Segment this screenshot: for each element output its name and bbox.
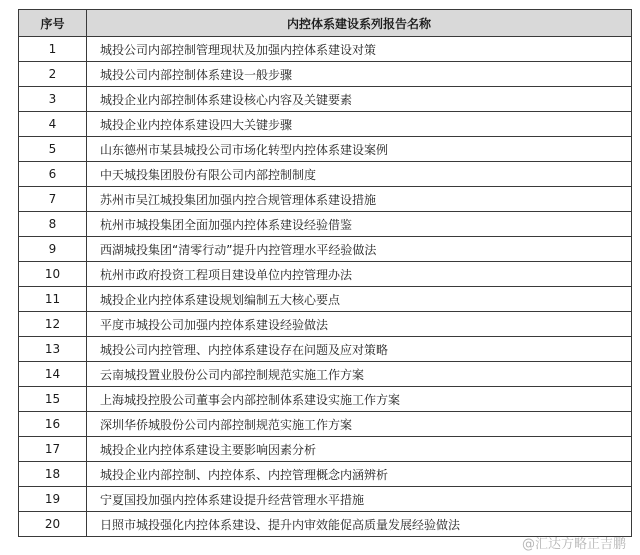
table-row	[19, 137, 632, 162]
report-name: 云南城投置业股份公司内部控制规范实施工作方案	[87, 362, 632, 387]
table-body	[19, 37, 632, 537]
report-name: 日照市城投强化内控体系建设、提升内审效能促高质量发展经验做法	[87, 512, 632, 537]
row-number: 6	[19, 162, 87, 187]
row-number: 20	[19, 512, 87, 537]
row-number: 4	[19, 112, 87, 137]
report-table-container	[18, 9, 631, 537]
table-row	[19, 237, 632, 262]
table-row	[19, 462, 632, 487]
report-name: 山东德州市某县城投公司市场化转型内控体系建设案例	[87, 137, 632, 162]
row-number: 9	[19, 237, 87, 262]
table-row	[19, 387, 632, 412]
table-row	[19, 112, 632, 137]
row-number: 2	[19, 62, 87, 87]
report-name: 杭州市政府投资工程项目建设单位内控管理办法	[87, 262, 632, 287]
row-number: 13	[19, 337, 87, 362]
row-number: 17	[19, 437, 87, 462]
row-number: 5	[19, 137, 87, 162]
row-number: 18	[19, 462, 87, 487]
row-number: 12	[19, 312, 87, 337]
row-number: 1	[19, 37, 87, 62]
row-number: 14	[19, 362, 87, 387]
header-name: 内控体系建设系列报告名称	[87, 10, 632, 37]
report-name: 城投企业内控体系建设主要影响因素分析	[87, 437, 632, 462]
table-row	[19, 262, 632, 287]
table-header-row	[19, 10, 632, 37]
report-table	[18, 9, 632, 537]
header-no: 序号	[19, 10, 87, 37]
table-row	[19, 162, 632, 187]
report-name: 中天城投集团股份有限公司内部控制制度	[87, 162, 632, 187]
table-row	[19, 337, 632, 362]
row-number: 7	[19, 187, 87, 212]
report-name: 平度市城投公司加强内控体系建设经验做法	[87, 312, 632, 337]
table-row	[19, 487, 632, 512]
report-name: 城投公司内部控制体系建设一般步骤	[87, 62, 632, 87]
table-row	[19, 37, 632, 62]
report-name: 城投公司内部控制管理现状及加强内控体系建设对策	[87, 37, 632, 62]
row-number: 19	[19, 487, 87, 512]
table-row	[19, 287, 632, 312]
report-name: 城投企业内部控制、内控体系、内控管理概念内涵辨析	[87, 462, 632, 487]
table-row	[19, 437, 632, 462]
row-number: 15	[19, 387, 87, 412]
table-row	[19, 87, 632, 112]
table-row	[19, 362, 632, 387]
report-name: 深圳华侨城股份公司内部控制规范实施工作方案	[87, 412, 632, 437]
report-name: 杭州市城投集团全面加强内控体系建设经验借鉴	[87, 212, 632, 237]
report-name: 上海城投控股公司董事会内部控制体系建设实施工作方案	[87, 387, 632, 412]
report-name: 城投企业内控体系建设规划编制五大核心要点	[87, 287, 632, 312]
report-name: 城投企业内控体系建设四大关键步骤	[87, 112, 632, 137]
table-row	[19, 212, 632, 237]
row-number: 16	[19, 412, 87, 437]
table-row	[19, 312, 632, 337]
row-number: 11	[19, 287, 87, 312]
report-name: 城投公司内控管理、内控体系建设存在问题及应对策略	[87, 337, 632, 362]
report-name: 苏州市吴江城投集团加强内控合规管理体系建设措施	[87, 187, 632, 212]
report-name: 宁夏国投加强内控体系建设提升经营管理水平措施	[87, 487, 632, 512]
table-row	[19, 412, 632, 437]
report-name: 西湖城投集团“清零行动”提升内控管理水平经验做法	[87, 237, 632, 262]
row-number: 10	[19, 262, 87, 287]
report-name: 城投企业内部控制体系建设核心内容及关键要素	[87, 87, 632, 112]
table-row	[19, 187, 632, 212]
row-number: 8	[19, 212, 87, 237]
watermark: @汇达方略正吉鹏	[521, 537, 626, 552]
row-number: 3	[19, 87, 87, 112]
table-row	[19, 62, 632, 87]
